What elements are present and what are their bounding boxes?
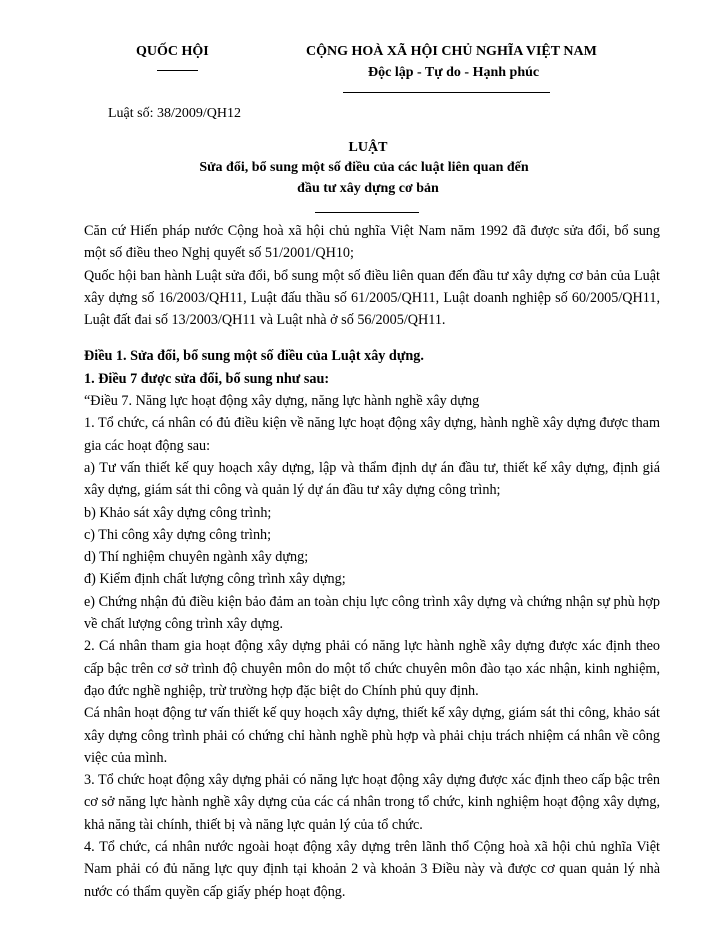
item-4-paragraph: 4. Tổ chức, cá nhân nước ngoài hoạt động xây dựng trên lãnh thổ Cộng hoà xã hội chủ nghĩa Việt Nam phải có đủ năng lực quy định tại khoản 2 và khoản 3 Điều này và được cơ quan quản lý nhà nước có thẩm quyền cấp giấy phép hoạt động.	[84, 839, 660, 900]
item-3-paragraph: 3. Tổ chức hoạt động xây dựng phải có năng lực hoạt động xây dựng được xác định theo cấp bậc trên cơ sở năng lực hành nghề xây dựng của các cá nhân trong tổ chức, kinh nghiệm hoạt động xây dựng, khả năng tài chính, thiết bị và năng lực quản lý của tổ chức.	[84, 772, 660, 833]
legal-basis-paragraph: Căn cứ Hiến pháp nước Cộng hoà xã hội chủ nghĩa Việt Nam năm 1992 đã được sửa đổi, bổ sung một số điều theo Nghị quyết số 51/2001/QH10;	[84, 223, 660, 262]
law-number: Luật số: 38/2009/QH12	[108, 106, 241, 121]
item-dd-paragraph: đ) Kiểm định chất lượng công trình xây dựng;	[84, 571, 346, 588]
national-title: CỘNG HOÀ XÃ HỘI CHỦ NGHĨA VIỆT NAM	[306, 44, 597, 59]
item-c-paragraph: c) Thi công xây dựng công trình;	[84, 526, 272, 543]
item-2-paragraph: 2. Cá nhân tham gia hoạt động xây dựng phải có năng lực hành nghề xây dựng được xác định theo cấp bậc trên cơ sở trình độ chuyên môn do một tổ chức chuyên môn đào tạo xác nhận, kinh nghiệm, đạo đức nghề nghiệp, trừ trường hợp đặc biệt do Chính phủ quy định.	[84, 638, 660, 699]
item-a-paragraph: a) Tư vấn thiết kế quy hoạch xây dựng, lập và thẩm định dự án đầu tư, thiết kế xây dựng, định giá xây dựng, giám sát thi công và quản lý dự án đầu tư xây dựng công trình;	[84, 459, 660, 499]
motto-underline	[343, 92, 550, 93]
document-body	[84, 220, 660, 903]
issuer-name: QUỐC HỘI	[136, 44, 209, 59]
item-b-paragraph: b) Khảo sát xây dựng công trình;	[84, 504, 272, 521]
item-d-paragraph: d) Thí nghiệm chuyên ngành xây dựng;	[84, 549, 309, 566]
article-1-heading: Điều 1. Sửa đổi, bổ sung một số điều của Luật xây dựng.	[84, 348, 424, 365]
doc-subtitle-1: Sửa đổi, bổ sung một số điều của các luật liên quan đến	[199, 160, 529, 175]
issuer-underline	[157, 70, 198, 71]
item-e-paragraph: e) Chứng nhận đủ điều kiện bảo đảm an toàn chịu lực công trình xây dựng và chứng nhận sự phù hợp về chất lượng công trình xây dựng.	[84, 593, 660, 633]
individual-consultant-paragraph: Cá nhân hoạt động tư vấn thiết kế quy hoạch xây dựng, thiết kế xây dựng, giám sát thi công, khảo sát xây dựng công trình phải có chứng chỉ hành nghề phù hợp và phải chịu trách nhiệm cá nhân về công việc của mình.	[84, 705, 660, 766]
article-7-title: “Điều 7. Năng lực hoạt động xây dựng, năng lực hành nghề xây dựng	[84, 393, 480, 410]
title-underline	[315, 212, 419, 213]
national-motto: Độc lập - Tự do - Hạnh phúc	[368, 65, 540, 80]
doc-title: LUẬT	[348, 140, 388, 155]
enactment-paragraph: Quốc hội ban hành Luật sửa đổi, bổ sung một số điều liên quan đến đầu tư xây dựng cơ bản của Luật xây dựng số 16/2003/QH11, Luật đấu thầu số 61/2005/QH11, Luật doanh nghiệp số 60/2005/QH11, Luật đất đai số 13/2003/QH11 và Luật nhà ở số 56/2005/QH11.	[84, 267, 660, 329]
doc-subtitle-2: đầu tư xây dựng cơ bản	[297, 181, 439, 196]
item-1-paragraph: 1. Tổ chức, cá nhân có đủ điều kiện về năng lực hoạt động xây dựng, hành nghề xây dựng được tham gia các hoạt động sau:	[84, 415, 660, 454]
clause-1-heading: 1. Điều 7 được sửa đổi, bổ sung như sau:	[84, 370, 330, 387]
